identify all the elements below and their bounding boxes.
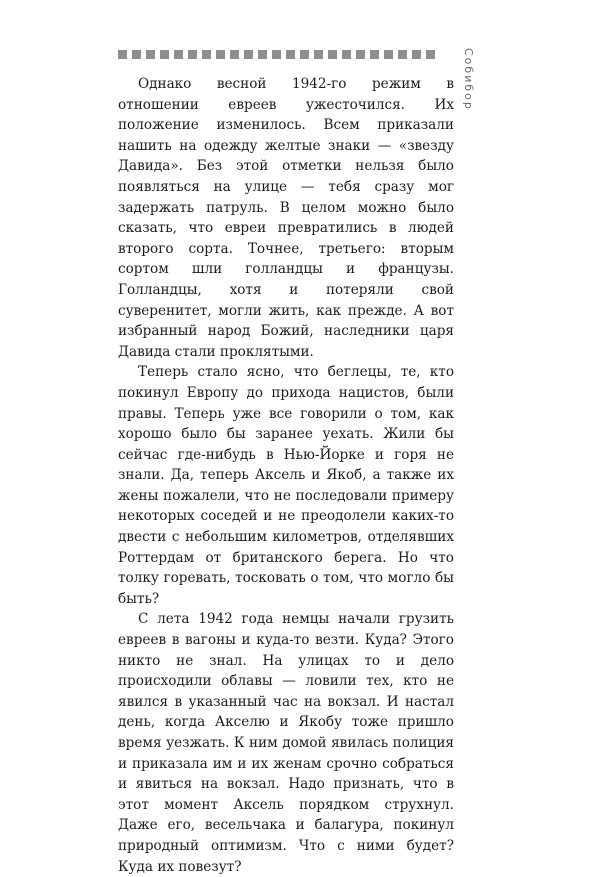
decorative-square [244,50,253,59]
decorative-square [384,50,393,59]
running-head: Собибор [462,48,475,111]
decorative-square [426,50,435,59]
body-text [118,74,454,877]
decorative-square [272,50,281,59]
decorative-square [230,50,239,59]
paragraph: Теперь стало ясно, что беглецы, те, кто покинул Европу до прихода нацистов, были правы. Теперь уже все говорили о том, как хорошо было бы заранее уехать. Жили бы сейчас где-нибудь в Нью-Йорке и горя не знали. Да, теперь Аксель и Якоб, а также их жены пожалели, что не последовали примеру некоторых соседей и не преодолели каких-то двести с небольшим километров, отделявших Роттердам от британского берега. Но что толку горевать, тосковать о том, что могло бы быть? [118,364,454,607]
paragraph: С лета 1942 года немцы начали грузить евреев в вагоны и куда-то везти. Куда? Этого никто не знал. На улицах то и дело происходили облавы — ловили тех, кто не явился в указанный час на вокзал. И настал день, когда Акселю и Якобу тоже пришло время уезжать. К ним домой явилась полиция и приказала им и их женам срочно собраться и явиться на вокзал. Надо признать, что в этот момент Аксель порядком струхнул. Даже его, весельчака и балагура, покинул природный оптимизм. Что с ними будет? Куда их повезут? [118,611,454,875]
decorative-square [314,50,323,59]
decorative-square [216,50,225,59]
decorative-square [258,50,267,59]
decorative-square [118,50,127,59]
decorative-square [328,50,337,59]
decorative-square [146,50,155,59]
decorative-square [412,50,421,59]
decorative-square [160,50,169,59]
decorative-square [174,50,183,59]
decorative-square [342,50,351,59]
decorative-square [132,50,141,59]
decorative-square-row [118,50,435,59]
decorative-square [356,50,365,59]
decorative-square [300,50,309,59]
decorative-square [398,50,407,59]
decorative-square [286,50,295,59]
paragraph: Однако весной 1942-го режим в отношении евреев ужесточился. Их положение изменилось. Всем приказали нашить на одежду желтые знаки — «звезду Давида». Без этой отметки нельзя было появляться на улице — тебя сразу мог задержать патруль. В целом можно было сказать, что евреи превратились в людей второго сорта. Точнее, третьего: вторым сортом шли голландцы и французы. Голландцы, хотя и потеряли свой суверенитет, могли жить, как прежде. А вот избранный народ Божий, наследники царя Давида стали проклятыми. [118,76,454,360]
decorative-square [202,50,211,59]
decorative-square [188,50,197,59]
decorative-square [370,50,379,59]
